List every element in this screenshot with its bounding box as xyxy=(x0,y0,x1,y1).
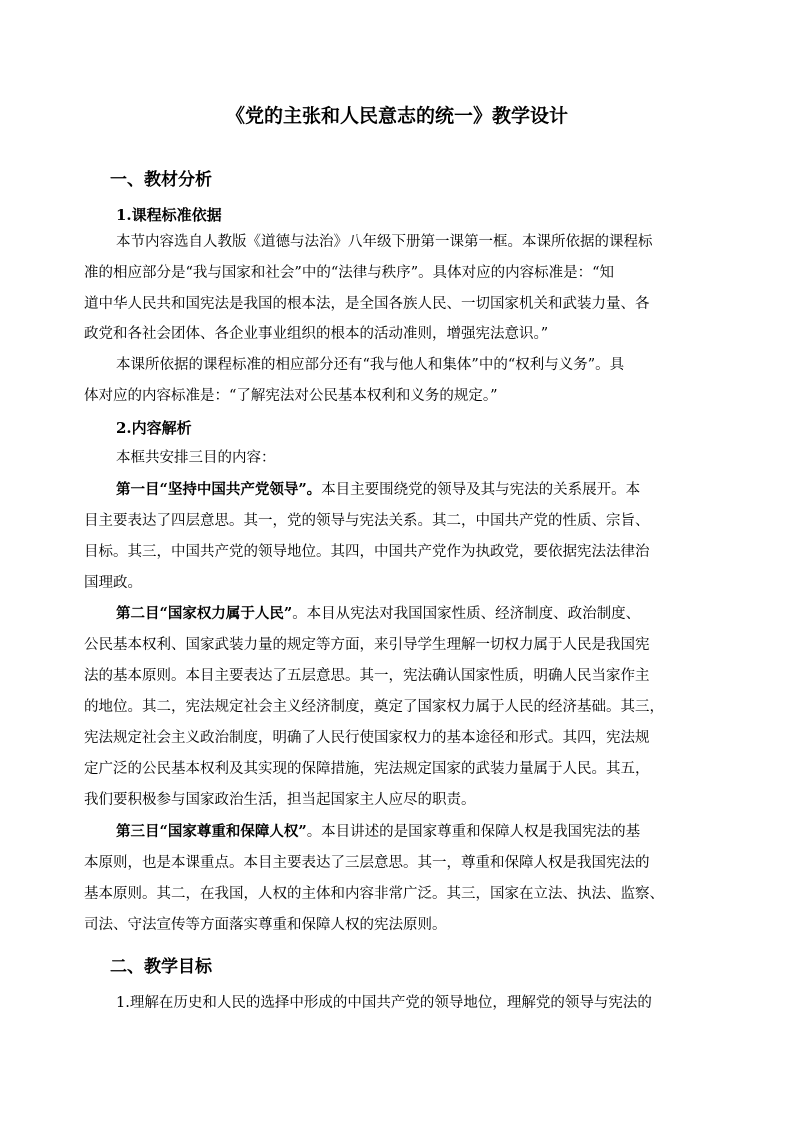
paragraph-line: 国理政。 xyxy=(84,575,142,591)
paragraph-line: 体对应的内容标准是：“了解宪法对公民基本权利和义务的规定。” xyxy=(84,388,498,404)
item-title-2: 第二目“国家权力属于人民” xyxy=(116,605,293,622)
section-heading-textbook-analysis: 一、教材分析 xyxy=(110,170,212,190)
paragraph-line: 的地位。其二，宪法规定社会主义经济制度，奠定了国家权力属于人民的经济基础。其三， xyxy=(84,699,664,715)
document-title: 《党的主张和人民意志的统一》教学设计 xyxy=(225,105,568,127)
subsection-heading-content-analysis: 2.内容解析 xyxy=(116,419,192,437)
paragraph-line: 目主要表达了四层意思。其一，党的领导与宪法关系。其二，中国共产党的性质、宗旨、 xyxy=(84,513,650,529)
paragraph-line xyxy=(116,604,714,624)
paragraph-line: 目标。其三，中国共产党的领导地位。其四，中国共产党作为执政党，要依据宪法法律治 xyxy=(84,544,650,560)
paragraph-line: 道中华人民共和国宪法是我国的根本法，是全国各族人民、一切国家机关和武装力量、各 xyxy=(84,296,650,312)
item-title-1: 第一目“坚持中国共产党领导”。 xyxy=(116,481,322,498)
item-text: 。本目讲述的是国家尊重和保障人权是我国宪法的基 xyxy=(306,824,641,840)
paragraph-line xyxy=(116,480,714,500)
paragraph-line: 宪法规定社会主义政治制度，明确了人民行使国家权力的基本途径和形式。其四，宪法规 xyxy=(84,730,650,746)
paragraph-line: 我们要积极参与国家政治生活，担当起国家主人应尽的职责。 xyxy=(84,792,476,808)
section-heading-teaching-objectives: 二、教学目标 xyxy=(110,957,212,977)
paragraph-line: 定广泛的公民基本权利及其实现的保障措施，宪法规定国家的武装力量属于人民。其五， xyxy=(84,761,650,777)
paragraph-line: 本框共安排三目的内容： xyxy=(116,450,276,466)
paragraph-line: 本原则，也是本课重点。本目主要表达了三层意思。其一，尊重和保障人权是我国宪法的 xyxy=(84,855,650,871)
paragraph-line xyxy=(116,822,714,842)
paragraph-line: 基本原则。其二，在我国，人权的主体和内容非常广泛。其三，国家在立法、执法、监察、 xyxy=(84,886,664,902)
paragraph-line: 法的基本原则。本目主要表达了五层意思。其一，宪法确认国家性质，明确人民当家作主 xyxy=(84,668,650,684)
paragraph-line: 准的相应部分是“我与国家和社会”中的“法律与秩序”。具体对应的内容标准是：“知 xyxy=(84,265,615,281)
paragraph-line: 政党和各社会团体、各企业事业组织的根本的活动准则，增强宪法意识。” xyxy=(84,326,549,342)
paragraph-line: 本课所依据的课程标准的相应部分还有“我与他人和集体”中的“权利与义务”。具 xyxy=(116,357,625,373)
subsection-heading-curriculum-basis: 1.课程标准依据 xyxy=(116,206,222,224)
item-title-3: 第三目“国家尊重和保障人权” xyxy=(116,823,307,840)
paragraph-line: 1.理解在历史和人民的选择中形成的中国共产党的领导地位，理解党的领导与宪法的 xyxy=(116,995,652,1011)
item-text: 。本目从宪法对我国国家性质、经济制度、政治制度、 xyxy=(292,606,641,622)
item-text: 本目主要围绕党的领导及其与宪法的关系展开。本 xyxy=(321,482,641,498)
paragraph-line: 司法、守法宣传等方面落实尊重和保障人权的宪法原则。 xyxy=(84,917,447,933)
paragraph-line: 本节内容选自人教版《道德与法治》八年级下册第一课第一框。本课所依据的课程标 xyxy=(116,234,653,250)
paragraph-line: 公民基本权利、国家武装力量的规定等方面，来引导学生理解一切权力属于人民是我国宪 xyxy=(84,637,650,653)
